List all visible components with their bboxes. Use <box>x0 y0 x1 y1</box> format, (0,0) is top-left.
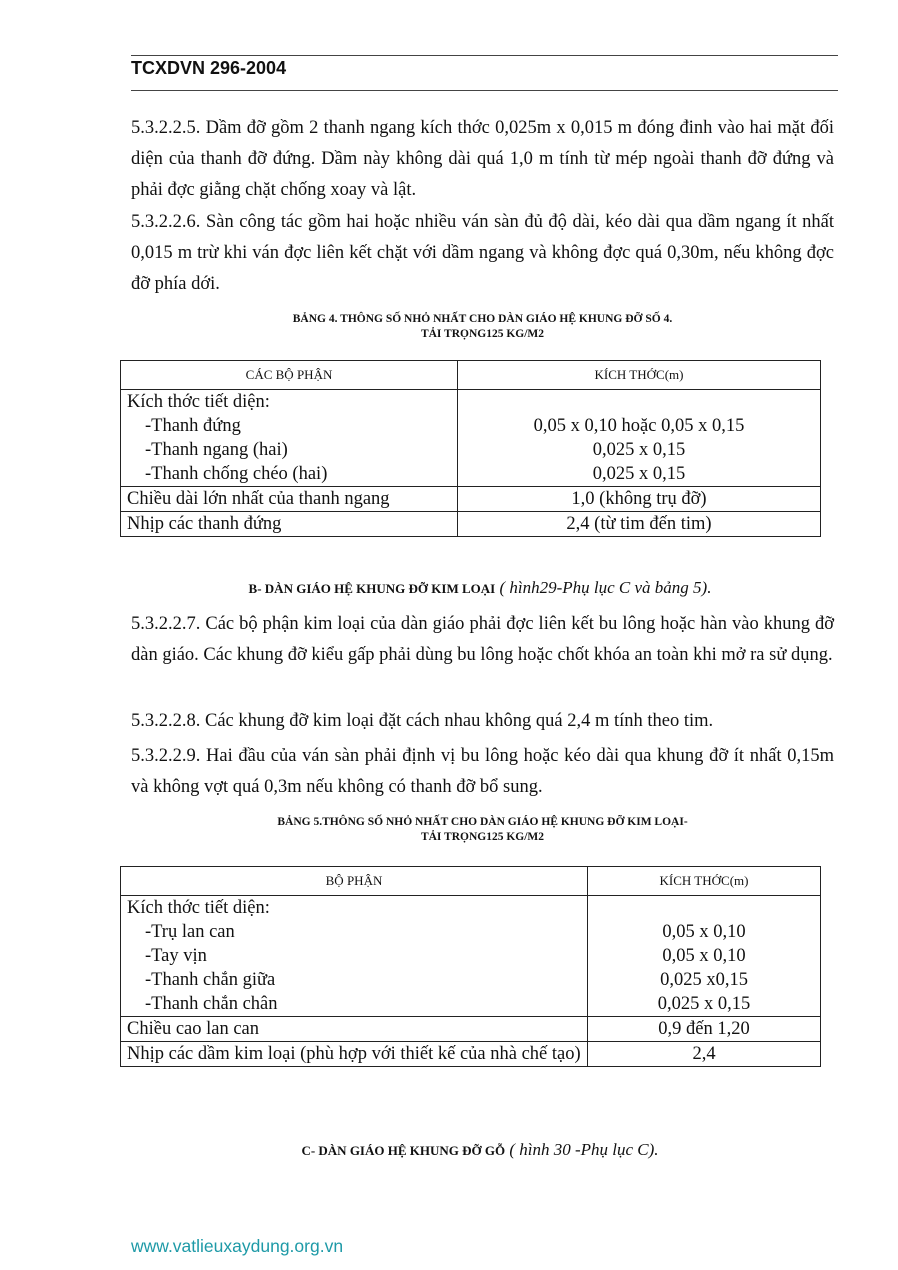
table5-cell-section-values <box>588 896 821 1017</box>
table5-header-parts: BỘ PHẬN <box>121 867 588 896</box>
section-b-reference: ( hình29-Phụ lục C và bảng 5). <box>495 578 712 597</box>
table5-sub-toeboard: -Thanh chắn chân <box>145 994 278 1014</box>
header-top-rule <box>131 55 838 56</box>
table5-val-handrail: 0,05 x 0,10 <box>662 946 746 966</box>
table4-val-vertical: 0,05 x 0,10 hoặc 0,05 x 0,15 <box>533 416 745 436</box>
footer-website-link[interactable]: www.vatlieuxaydung.org.vn <box>131 1236 344 1256</box>
table5-sub-post: -Trụ lan can <box>145 922 235 942</box>
table-row <box>121 867 821 896</box>
table4-caption-line2: TẢI TRỌNG125 KG/M2 <box>420 328 545 340</box>
table4-val-brace: 0,025 x 0,15 <box>592 464 686 484</box>
table5-val-rail-height: 0,9 đến 1,20 <box>588 1017 821 1042</box>
table4-section-label: Kích thớc tiết diện: <box>127 392 270 412</box>
table4-val-span: 2,4 (từ tim đến tim) <box>458 512 821 537</box>
section-c-reference: ( hình 30 -Phụ lục C). <box>505 1140 659 1159</box>
table5-val-post: 0,05 x 0,10 <box>662 922 746 942</box>
table4-cell-section <box>121 390 458 487</box>
table5-caption-line2: TẢI TRỌNG125 KG/M2 <box>420 831 545 843</box>
table5-label-rail-height: Chiều cao lan can <box>121 1017 588 1042</box>
section-b-heading <box>100 578 860 598</box>
document-code: TCXDVN 296-2004 <box>131 58 287 78</box>
table-row <box>121 361 821 390</box>
table4 <box>120 360 821 537</box>
table4-sub-brace: -Thanh chống chéo (hai) <box>145 464 328 484</box>
table5-val-midrail: 0,025 x0,15 <box>660 970 748 990</box>
table5-sub-midrail: -Thanh chắn giữa <box>145 970 276 990</box>
table5-caption-line1: BẢNG 5.THÔNG SỐ NHỎ NHẤT CHO DÀN GIÁO HỆ KHUNG ĐỠ KIM LOẠI- <box>277 816 688 828</box>
table5-cell-section <box>121 896 588 1017</box>
table4-caption-line1: BẢNG 4. THÔNG SỐ NHỎ NHẤT CHO DÀN GIÁO HỆ KHUNG ĐỠ SỐ 4. <box>292 313 673 325</box>
section-c-heading <box>100 1140 860 1160</box>
table4-val-horizontal: 0,025 x 0,15 <box>592 440 686 460</box>
table4-header-parts: CÁC BỘ PHẬN <box>121 361 458 390</box>
table5-section-label: Kích thớc tiết diện: <box>127 898 270 918</box>
table4-cell-section-values <box>458 390 821 487</box>
table5-sub-handrail: -Tay vịn <box>145 946 207 966</box>
paragraph-5-3-2-2-5: 5.3.2.2.5. Dầm đỡ gồm 2 thanh ngang kích thớc 0,025m x 0,015 m đóng đinh vào hai mặt đối diện của thanh đỡ đứng. Dầm này không dài quá 1,0 m tính từ mép ngoài thanh đỡ đứng và phải đợc giằng chặt chống xoay và lật. <box>131 118 834 200</box>
table4-label-max-length: Chiều dài lớn nhất của thanh ngang <box>121 487 458 512</box>
table-row <box>121 1042 821 1067</box>
table-row <box>121 390 821 487</box>
section-b-title: B- DÀN GIÁO HỆ KHUNG ĐỠ KIM LOẠI <box>248 581 496 596</box>
table-row <box>121 512 821 537</box>
table4-sub-horizontal: -Thanh ngang (hai) <box>145 440 288 460</box>
table5-val-beam-span: 2,4 <box>588 1042 821 1067</box>
table-row <box>121 487 821 512</box>
paragraph-5-3-2-2-9: 5.3.2.2.9. Hai đầu của ván sàn phải định vị bu lông hoặc kéo dài qua khung đỡ ít nhất 0,15m và không vợt quá 0,3m nếu không có thanh đỡ bổ sung. <box>131 746 834 797</box>
table-row <box>121 896 821 1017</box>
header-bottom-rule <box>131 90 838 91</box>
table5-val-toeboard: 0,025 x 0,15 <box>657 994 751 1014</box>
section-c-title: C- DÀN GIÁO HỆ KHUNG ĐỠ GỖ <box>301 1143 506 1158</box>
table4-label-span: Nhịp các thanh đứng <box>121 512 458 537</box>
paragraph-5-3-2-2-6: 5.3.2.2.6. Sàn công tác gồm hai hoặc nhiều ván sàn đủ độ dài, kéo dài qua dầm ngang ít nhất 0,015 m trừ khi ván đợc liên kết chặt với dầm ngang và không đợc quá 0,30m, nếu không đợc đỡ phía dới. <box>131 212 834 294</box>
table5-header-size: KÍCH THỚC(m) <box>588 867 821 896</box>
paragraph-5-3-2-2-7: 5.3.2.2.7. Các bộ phận kim loại của dàn giáo phải đợc liên kết bu lông hoặc hàn vào khung đỡ dàn giáo. Các khung đỡ kiểu gấp phải dùng bu lông hoặc chốt khóa an toàn khi mở ra sử dụng. <box>131 614 834 665</box>
table4-caption <box>131 312 834 342</box>
table5-caption <box>131 815 834 845</box>
table4-sub-vertical: -Thanh đứng <box>145 416 241 436</box>
table5-label-beam-span: Nhịp các dầm kim loại (phù hợp với thiết kế của nhà chế tạo) <box>121 1042 588 1067</box>
paragraph-5-3-2-2-8: 5.3.2.2.8. Các khung đỡ kim loại đặt cách nhau không quá 2,4 m tính theo tim. <box>131 711 714 731</box>
table5 <box>120 866 821 1067</box>
table-row <box>121 1017 821 1042</box>
table4-header-size: KÍCH THỚC(m) <box>458 361 821 390</box>
table4-val-max-length: 1,0 (không trụ đỡ) <box>458 487 821 512</box>
